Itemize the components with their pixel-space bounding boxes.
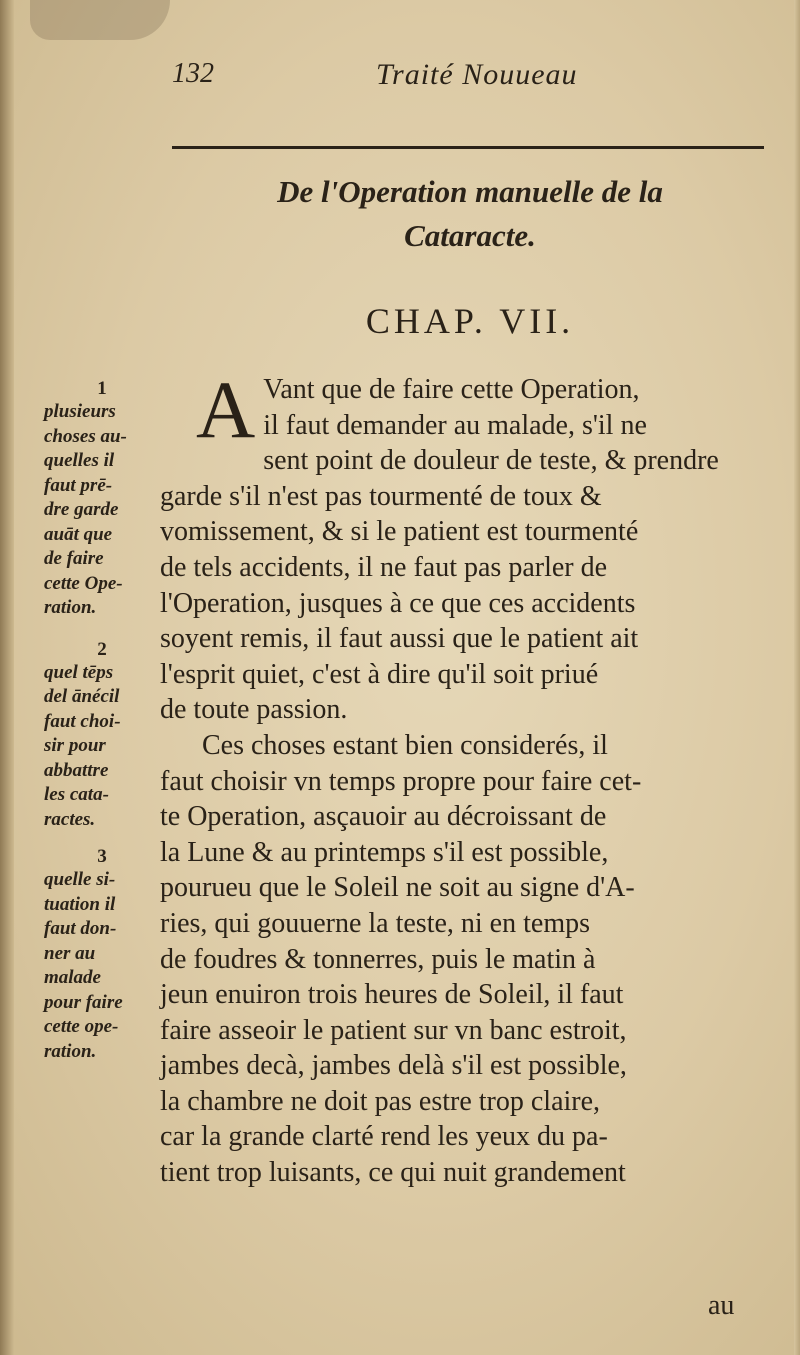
margin-note-line: auāt que (44, 523, 113, 545)
margin-note-line: de faire (44, 548, 104, 569)
margin-note-line: faut choi- (44, 710, 121, 732)
body-line: la Lune & au printemps s'il est possible, (160, 836, 609, 868)
body-line: jambes decà, jambes delà s'il est possible, (160, 1050, 627, 1082)
margin-note (44, 846, 160, 1064)
section-title (160, 170, 780, 258)
margin-note (44, 378, 160, 621)
margin-note-line: tuation il (44, 893, 116, 915)
body-line: l'esprit quiet, c'est à dire qu'il soit priué (160, 658, 599, 690)
margin-note-line: quelle si- (44, 869, 116, 890)
page-number: 132 (172, 58, 214, 89)
margin-note-line: les cata- (44, 784, 109, 805)
body-line: vomissement, & si le patient est tourmenté (160, 516, 639, 548)
margin-note-line: sir pour (44, 735, 106, 756)
margin-note-line: faut prē- (44, 474, 113, 496)
body-line: soyent remis, il faut aussi que le patient ait (160, 623, 639, 655)
body-line: la chambre ne doit pas estre trop claire, (160, 1085, 601, 1117)
margin-note-line: dre garde (44, 499, 119, 520)
margin-note-line: quelles il (44, 450, 115, 471)
body-line: de foudres & tonnerres, puis le matin à (160, 943, 596, 975)
body-line: de toute passion. (160, 694, 348, 726)
margin-note-number: 3 (97, 846, 107, 867)
catchword: au (708, 1290, 735, 1321)
margin-note-line: pour faire (44, 991, 123, 1013)
body-line: faut choisir vn temps propre pour faire cet- (160, 765, 642, 797)
body-text (160, 364, 770, 1191)
margin-note-line: cette ope- (44, 1016, 119, 1037)
body-line: car la grande clarté rend les yeux du pa- (160, 1121, 608, 1153)
body-line: Vant que de faire cette Operation, (263, 374, 640, 405)
margin-note-line: ner au (44, 942, 96, 964)
body-line: sent point de douleur de teste, & prendre (263, 445, 719, 477)
margin-note-line: choses au- (44, 425, 127, 447)
margin-note-line: quel tēps (44, 661, 114, 683)
margin-note-line: ration. (44, 597, 97, 618)
margin-note-line: abbattre (44, 759, 109, 781)
header-rule (172, 146, 764, 149)
drop-cap: A (196, 364, 256, 455)
margin-note-line: malade (44, 967, 101, 988)
body-line: Ces choses estant bien considerés, il (202, 729, 608, 761)
page-header (0, 58, 800, 98)
margin-note-line: plusieurs (44, 401, 116, 422)
page-edge (794, 0, 800, 1355)
margin-note-line: faut don- (44, 918, 117, 939)
page-stain (30, 0, 170, 40)
margin-note-line: ractes. (44, 808, 96, 830)
body-line: l'Operation, jusques à ce que ces accidents (160, 587, 636, 619)
body-line: faire asseoir le patient sur vn banc estroit, (160, 1014, 627, 1046)
body-line: te Operation, asçauoir au décroissant de (160, 801, 607, 833)
section-title-line-1: De l'Operation manuelle de la (277, 174, 663, 209)
body-line: garde s'il n'est pas tourmenté de toux & (160, 480, 602, 512)
body-line: jeun enuiron trois heures de Soleil, il faut (160, 979, 624, 1011)
margin-note-line: del ānécil (44, 686, 120, 707)
body-line: de tels accidents, il ne faut pas parler de (160, 551, 608, 583)
margin-note (44, 639, 160, 833)
margin-note-number: 2 (97, 638, 107, 660)
body-line: ries, qui gouuerne la teste, ni en temps (160, 907, 590, 939)
body-line: il faut demander au malade, s'il ne (263, 409, 647, 441)
page-gutter-shadow (0, 0, 14, 1355)
margin-note-number: 1 (97, 378, 107, 399)
section-title-line-2: Cataracte. (404, 218, 536, 253)
chapter-heading: CHAP. VII. (365, 301, 575, 341)
margin-notes (44, 378, 160, 1064)
body-line: tient trop luisants, ce qui nuit grandement (160, 1157, 626, 1189)
margin-note-line: cette Ope- (44, 572, 123, 594)
running-head: Traité Nouueau (376, 58, 578, 91)
margin-note-line: ration. (44, 1040, 97, 1062)
body-line: pourueu que le Soleil ne soit au signe d'A- (160, 872, 635, 904)
